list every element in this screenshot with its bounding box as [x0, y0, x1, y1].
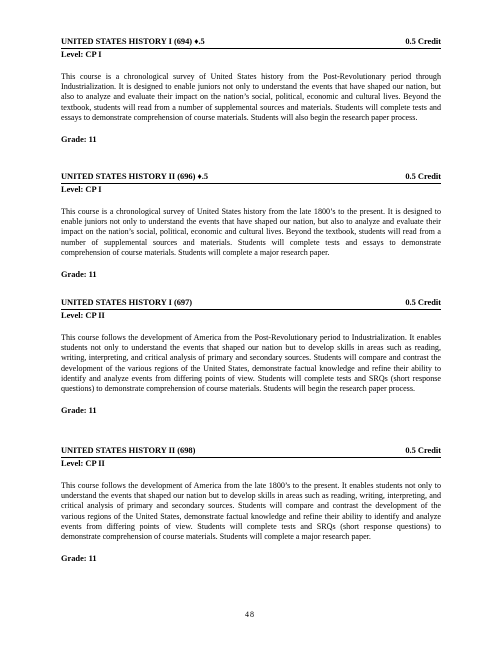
course-title: UNITED STATES HISTORY I (694) ♦.5: [61, 37, 205, 46]
course-title: UNITED STATES HISTORY II (696) ♦.5: [61, 172, 209, 181]
course-credit: 0.5 Credit: [405, 298, 441, 307]
course-level: Level: CP II: [61, 459, 105, 468]
course-grade: Grade: 11: [61, 554, 97, 564]
course-header: [61, 37, 441, 49]
course-description: This course follows the development of America from the Post-Revolutionary period to Industrialization. It enables students not only to understand the events that shaped our nation but to develop skills in areas such as reading, writing, interpreting, and critical analysis of primary and secondary sources. Students will compare and contrast the development of the various regions of the United States, demonstrate factual knowledge and refine their ability to identify and analyze events from differing points of view. Students will complete tests and SRQs (short response questions) to demonstrate comprehension of course materials. Students will begin the research paper process.: [61, 333, 441, 394]
course-level: Level: CP II: [61, 311, 105, 320]
course-description: This course is a chronological survey of United States history from the Post-Revolutionary period through Industrialization. It is designed to enable juniors not only to understand the events that have shaped our nation, but also to analyze and evaluate their impact on the nation’s social, political, economic and cultural lives. Beyond the textbook, students will read from a number of supplemental sources and materials. Students will complete tests and essays to demonstrate comprehension of course materials. Students will also begin the research paper process.: [61, 72, 441, 122]
course-header: [61, 298, 441, 310]
course-title: UNITED STATES HISTORY I (697): [61, 298, 193, 307]
course-grade: Grade: 11: [61, 135, 97, 145]
course-credit: 0.5 Credit: [405, 37, 441, 46]
course-grade: Grade: 11: [61, 406, 97, 416]
page-number: 48: [245, 610, 255, 619]
course-credit: 0.5 Credit: [405, 172, 441, 181]
course-description: This course is a chronological survey of United States history from the late 1800’s to the present. It is designed to enable juniors not only to understand the events that have shaped our nation, but also to analyze and evaluate their impact on the nation’s social, political, economic and cultural lives. Beyond the textbook, students will read from a number of supplemental sources and materials. Students will complete tests and essays to demonstrate comprehension of course materials. Students will complete a major research paper.: [61, 207, 441, 257]
course-section-698: [61, 446, 441, 564]
course-level: Level: CP I: [61, 50, 102, 59]
course-title: UNITED STATES HISTORY II (698): [61, 446, 196, 455]
course-section-694: [61, 37, 441, 145]
course-credit: 0.5 Credit: [405, 446, 441, 455]
course-grade: Grade: 11: [61, 270, 97, 280]
course-section-697: [61, 298, 441, 416]
course-level: Level: CP I: [61, 185, 102, 194]
course-section-696: [61, 172, 441, 280]
course-header: [61, 446, 441, 458]
course-description: This course follows the development of America from the late 1800’s to the present. It enables students not only to understand the events that shaped our nation but to develop skills in areas such as reading, writing, interpreting, and critical analysis of primary and secondary sources. Students will compare and contrast the development of the various regions of the United States, demonstrate factual knowledge and refine their ability to identify and analyze events from differing points of view. Students will complete tests and SRQs (short response questions) to demonstrate comprehension of course materials. Students will complete a major research paper.: [61, 481, 441, 542]
course-header: [61, 172, 441, 184]
